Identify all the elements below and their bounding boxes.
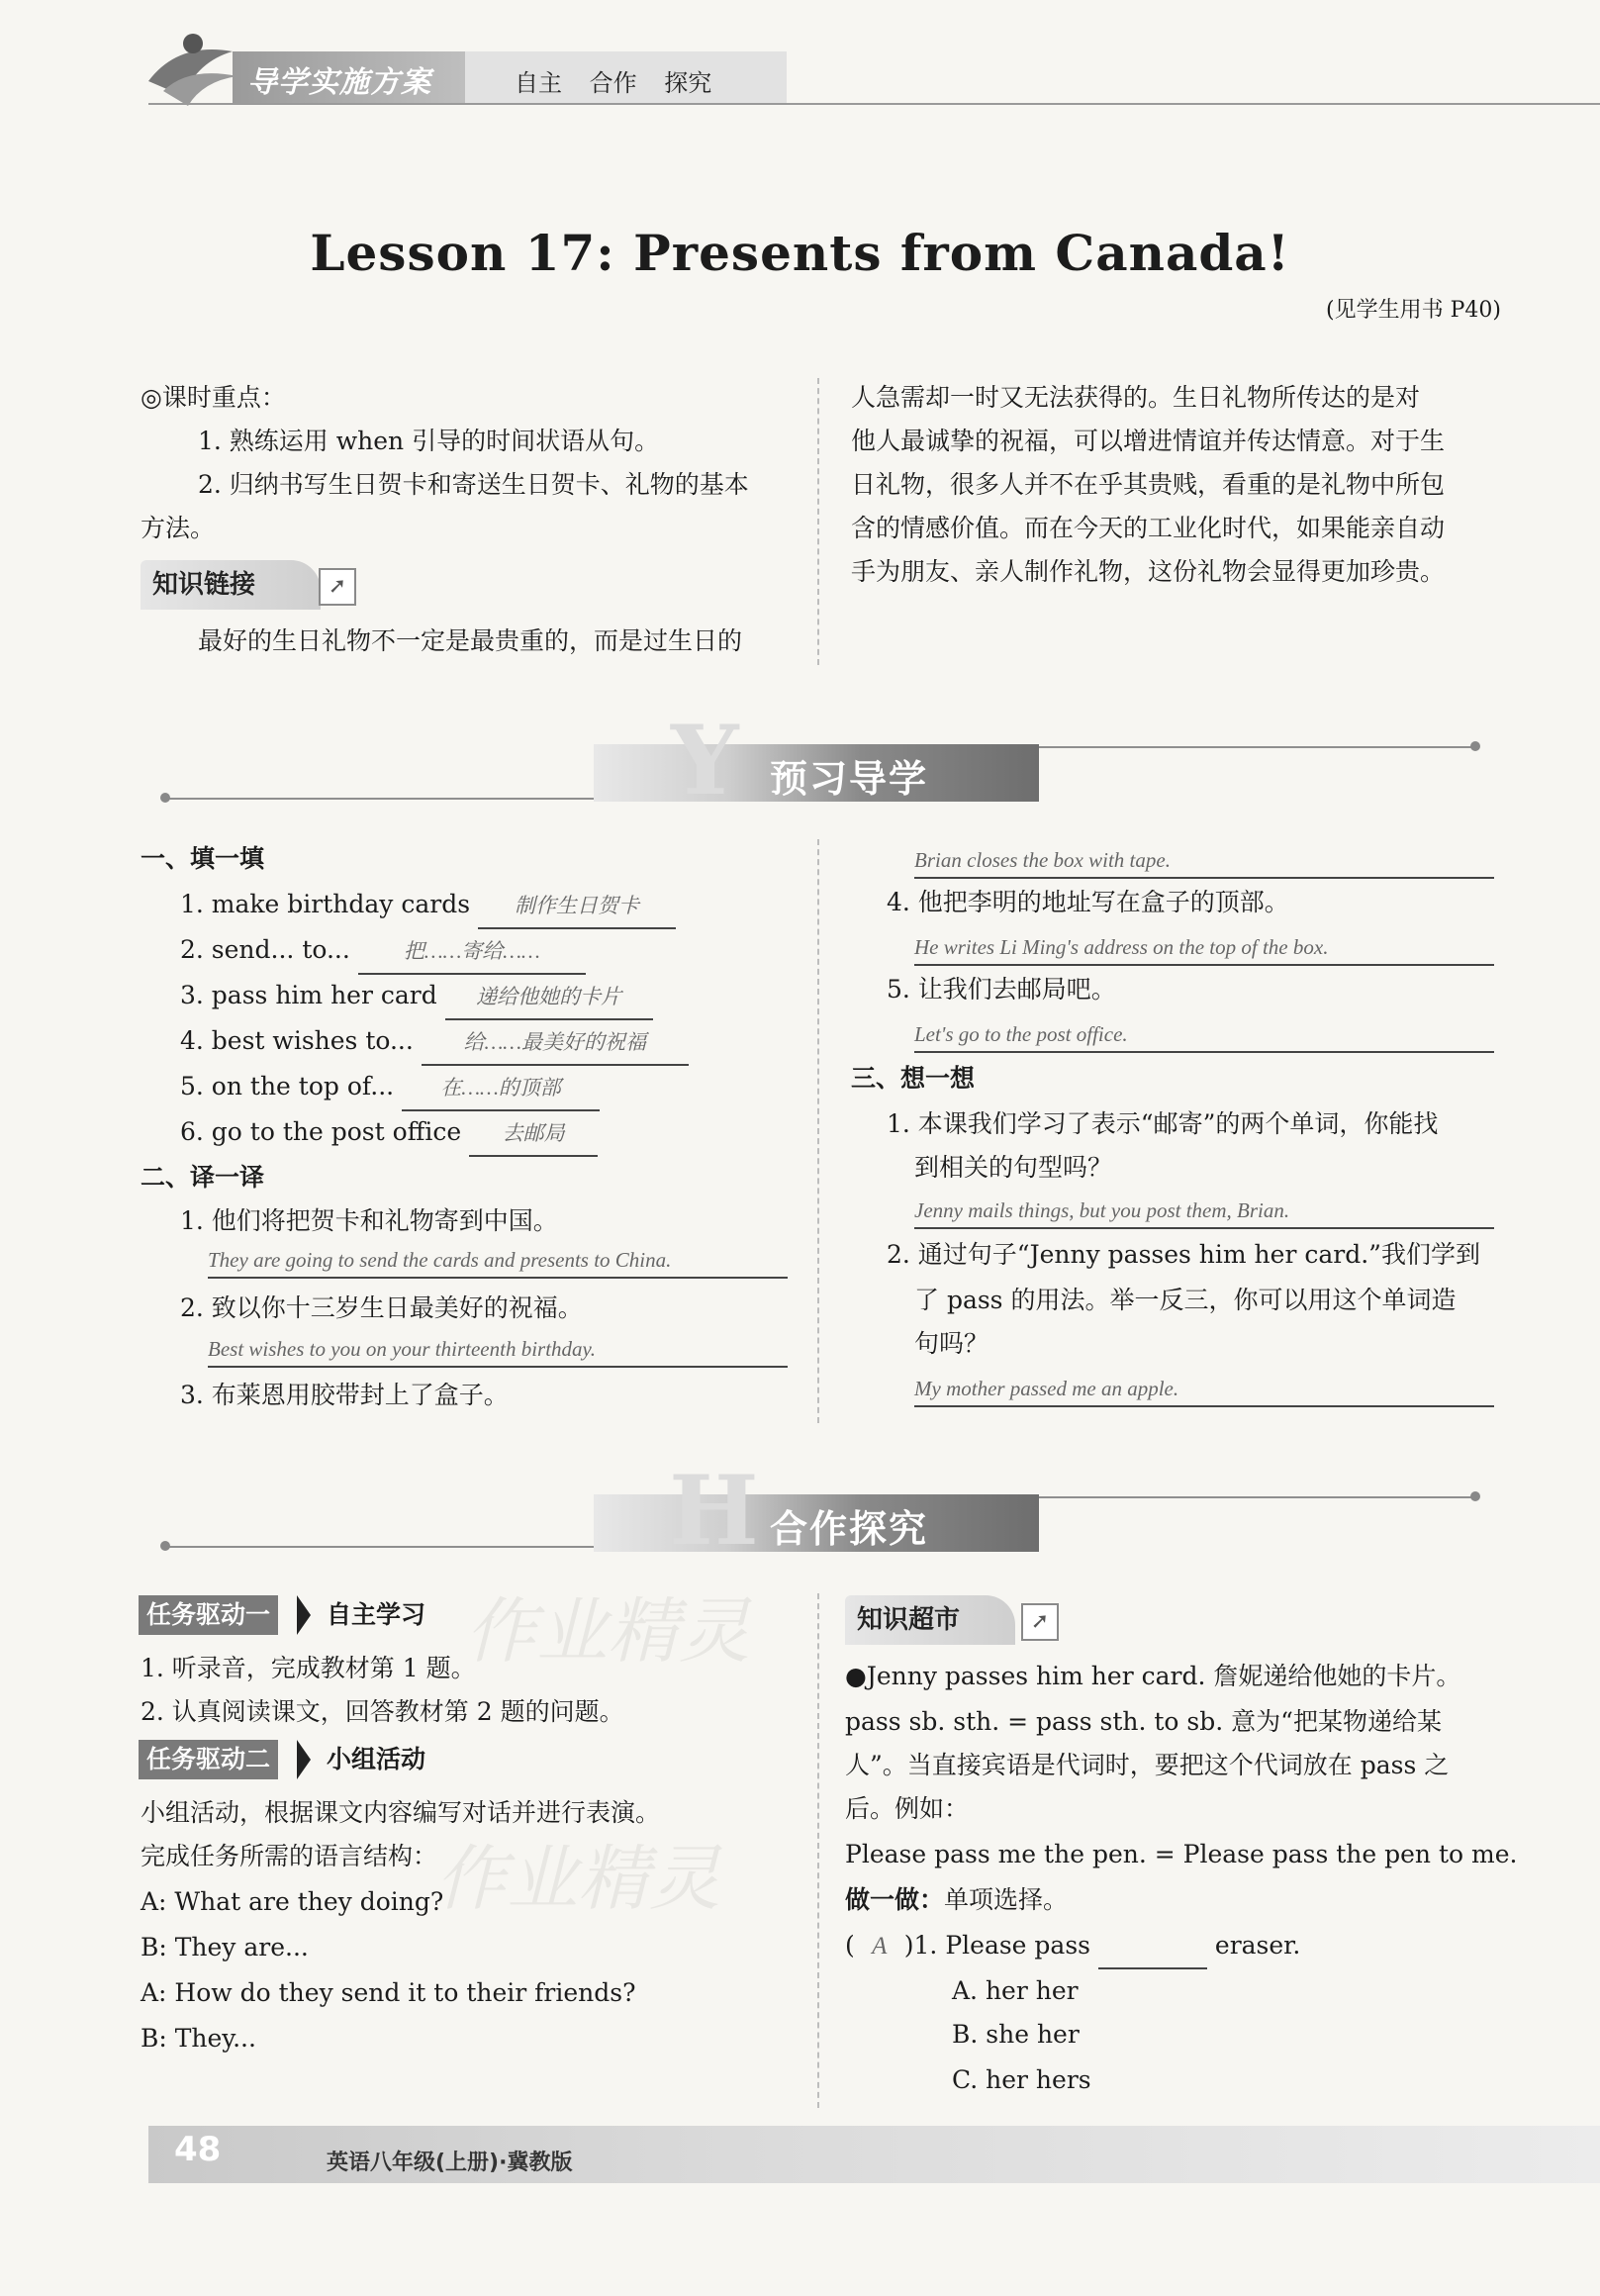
banner-dot bbox=[1470, 1491, 1480, 1501]
question-answer: A bbox=[872, 1933, 888, 1960]
banner-rule bbox=[1039, 746, 1474, 748]
watermark: 作业精灵 bbox=[465, 1589, 751, 1673]
supermarket-line: 后。例如： bbox=[845, 1794, 970, 1823]
knowledge-link-line: 含的情感价值。而在今天的工业化时代，如果能亲自动 bbox=[851, 514, 1446, 542]
question-blank bbox=[1098, 1924, 1207, 1969]
knowledge-link-text-left: 最好的生日礼物不一定是最贵重的，而是过生日的 bbox=[198, 626, 743, 655]
question-suffix: eraser. bbox=[1214, 1931, 1301, 1960]
arrow-right-icon bbox=[297, 1740, 311, 1779]
supermarket-line: Please pass me the pen. = Please pass the pen to me. bbox=[845, 1840, 1518, 1868]
think-question-line: 1. 本课我们学习了表示“邮寄”的两个单词，你能找 bbox=[887, 1109, 1439, 1138]
think-question-line: 2. 通过句子“Jenny passes him her card.”我们学到 bbox=[887, 1240, 1480, 1269]
translate-heading: 二、译一译 bbox=[141, 1163, 265, 1192]
fill-answer: 制作生日贺卡 bbox=[478, 884, 676, 929]
think-question-line: 句吗？ bbox=[914, 1329, 989, 1358]
think-answer: My mother passed me an apple. bbox=[914, 1372, 1494, 1407]
watermark: 作业精灵 bbox=[435, 1837, 721, 1920]
focus-heading: ◎课时重点： bbox=[141, 383, 286, 412]
focus-item-2: 2. 归纳书写生日贺卡和寄送生日贺卡、礼物的基本 bbox=[198, 470, 749, 499]
banner-dot bbox=[160, 793, 170, 803]
arrow-icon: ➚ bbox=[319, 568, 356, 606]
knowledge-link-label: 知识链接 bbox=[141, 560, 321, 610]
banner-rule bbox=[168, 798, 604, 800]
banner-rule bbox=[168, 1546, 604, 1548]
lesson-title: Lesson 17: Presents from Canada! bbox=[310, 224, 1290, 282]
fill-answer: 给……最美好的祝福 bbox=[422, 1020, 689, 1066]
translate-answer: Let's go to the post office. bbox=[914, 1017, 1494, 1053]
translate-question: 1. 他们将把贺卡和礼物寄到中国。 bbox=[180, 1206, 558, 1235]
arrow-icon: ➚ bbox=[1021, 1603, 1059, 1641]
task-line: B: They... bbox=[141, 2024, 256, 2053]
task-line: B: They are... bbox=[141, 1933, 309, 1961]
think-question-line: 了 pass 的用法。举一反三，你可以用这个单词造 bbox=[914, 1286, 1457, 1314]
translate-question: 4. 他把李明的地址写在盒子的顶部。 bbox=[887, 888, 1289, 916]
fill-question: 2. send... to... bbox=[180, 935, 350, 964]
column-divider bbox=[817, 378, 819, 665]
focus-item-1: 1. 熟练运用 when 引导的时间状语从句。 bbox=[198, 427, 660, 455]
supermarket-line: ●Jenny passes him her card. 詹妮递给他她的卡片。 bbox=[845, 1662, 1461, 1690]
header-tags: 自主 合作 探究 bbox=[515, 69, 712, 97]
practice-label: 做一做： bbox=[845, 1885, 945, 1914]
section-letter: Y bbox=[671, 705, 739, 816]
leaf-logo-icon bbox=[139, 22, 247, 111]
column-divider bbox=[817, 1593, 819, 2108]
translate-question: 2. 致以你十三岁生日最美好的祝福。 bbox=[180, 1293, 583, 1322]
fill-heading: 一、填一填 bbox=[141, 844, 265, 873]
arrow-right-icon bbox=[297, 1595, 311, 1635]
task-badge: 任务驱动二 bbox=[139, 1740, 278, 1779]
practice-title: 单项选择。 bbox=[944, 1885, 1069, 1914]
task-badge: 任务驱动一 bbox=[139, 1595, 278, 1635]
fill-question: 3. pass him her card bbox=[180, 981, 437, 1009]
column-divider bbox=[817, 839, 819, 1423]
focus-item-3: 方法。 bbox=[141, 514, 216, 542]
task-item: 1. 听录音，完成教材第 1 题。 bbox=[141, 1654, 476, 1682]
knowledge-link-line: 他人最诚挚的祝福，可以增进情谊并传达情意。对于生 bbox=[851, 427, 1446, 455]
think-question-line: 到相关的句型吗？ bbox=[914, 1153, 1113, 1182]
task-line: 小组活动，根据课文内容编写对话并进行表演。 bbox=[141, 1798, 661, 1827]
supermarket-line: 人”。当直接宾语是代词时，要把这个代词放在 pass 之 bbox=[845, 1751, 1450, 1779]
task-line: A: What are they doing? bbox=[141, 1887, 444, 1916]
fill-answer: 在……的顶部 bbox=[402, 1066, 600, 1111]
task-line: A: How do they send it to their friends? bbox=[141, 1978, 636, 2007]
footer-book-title: 英语八年级(上册)·冀教版 bbox=[327, 2151, 573, 2175]
task-title: 自主学习 bbox=[327, 1600, 426, 1629]
banner-rule bbox=[1039, 1496, 1474, 1498]
fill-question: 4. best wishes to... bbox=[180, 1026, 414, 1055]
section-title: 预习导学 bbox=[770, 757, 929, 801]
fill-question: 1. make birthday cards bbox=[180, 890, 471, 918]
translate-answer: Best wishes to you on your thirteenth birthday. bbox=[208, 1332, 788, 1368]
fill-question: 6. go to the post office bbox=[180, 1117, 462, 1146]
task-item: 2. 认真阅读课文，回答教材第 2 题的问题。 bbox=[141, 1697, 624, 1726]
knowledge-link-line: 日礼物，很多人并不在乎其贵贱，看重的是礼物中所包 bbox=[851, 470, 1446, 499]
knowledge-supermarket-label: 知识超市 bbox=[845, 1595, 1015, 1645]
translate-answer: He writes Li Ming's address on the top of the box. bbox=[914, 930, 1494, 966]
question-prefix: 1. Please pass bbox=[913, 1931, 1090, 1960]
header-rule bbox=[148, 103, 1600, 105]
section-title: 合作探究 bbox=[770, 1507, 929, 1551]
question-option: C. her hers bbox=[952, 2065, 1091, 2094]
question-option: B. she her bbox=[952, 2020, 1080, 2049]
fill-answer: 去邮局 bbox=[469, 1111, 598, 1157]
banner-dot bbox=[1470, 741, 1480, 751]
fill-answer: 把……寄给…… bbox=[358, 929, 586, 975]
think-answer: Jenny mails things, but you post them, Brian. bbox=[914, 1194, 1494, 1229]
task-title: 小组活动 bbox=[327, 1745, 426, 1773]
translate-question: 3. 布莱恩用胶带封上了盒子。 bbox=[180, 1381, 509, 1409]
fill-answer: 递给他她的卡片 bbox=[445, 975, 653, 1020]
section-letter: H bbox=[669, 1455, 759, 1567]
supermarket-line: pass sb. sth. = pass sth. to sb. 意为“把某物递给某 bbox=[845, 1707, 1442, 1736]
task-line: 完成任务所需的语言结构： bbox=[141, 1842, 438, 1870]
lesson-reference: (见学生用书 P40) bbox=[1326, 298, 1501, 323]
page-number: 48 bbox=[174, 2130, 222, 2169]
translate-answer: Brian closes the box with tape. bbox=[914, 843, 1494, 879]
knowledge-link-line: 手为朋友、亲人制作礼物，这份礼物会显得更加珍贵。 bbox=[851, 557, 1446, 586]
header-title: 导学实施方案 bbox=[247, 65, 431, 100]
translate-question: 5. 让我们去邮局吧。 bbox=[887, 975, 1116, 1004]
banner-dot bbox=[160, 1541, 170, 1551]
think-heading: 三、想一想 bbox=[851, 1064, 976, 1093]
fill-question: 5. on the top of... bbox=[180, 1072, 395, 1100]
question-option: A. her her bbox=[952, 1976, 1079, 2005]
translate-answer: They are going to send the cards and presents to China. bbox=[208, 1243, 788, 1279]
knowledge-link-line: 人急需却一时又无法获得的。生日礼物所传达的是对 bbox=[851, 383, 1421, 412]
